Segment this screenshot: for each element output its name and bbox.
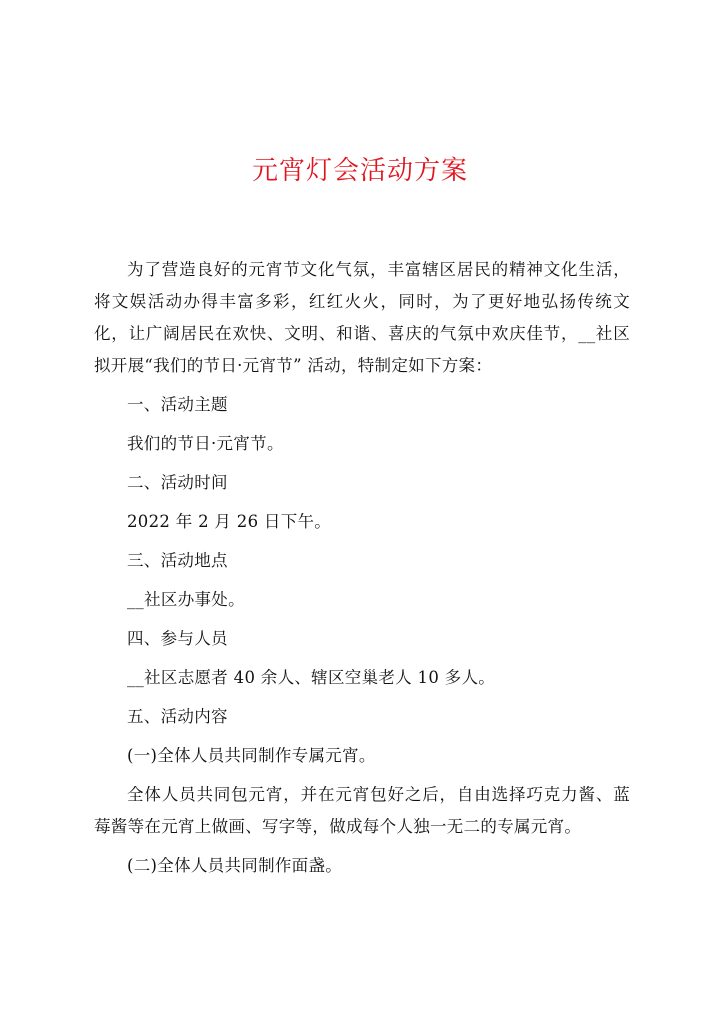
time-text: 2022 年 2 月 26 日下午。 [127, 512, 332, 531]
intro-paragraph: 为了营造良好的元宵节文化气氛，丰富辖区居民的精神文化生活，将文娱活动办得丰富多彩，红红火火，同时，为了更好地弘扬传统文化，让广阔居民在欢快、文明、和谐、喜庆的气氛中欢庆佳节，__社区拟开展“我们的节日·元宵节” 活动，特制定如下方案： [94, 260, 630, 375]
section-heading-content: 五、活动内容 [127, 707, 228, 726]
content-paragraph-1: 全体人员共同包元宵，并在元宵包好之后，自由选择巧克力酱、蓝莓酱等在元宵上做画、写字等，做成每个人独一无二的专属元宵。 [94, 785, 630, 836]
document-body [94, 254, 630, 889]
subsection-heading-1: (一)全体人员共同制作专属元宵。 [127, 746, 376, 765]
section-heading-participants: 四、参与人员 [127, 629, 228, 648]
section-heading-location: 三、活动地点 [127, 551, 228, 570]
subsection-heading-2: (二)全体人员共同制作面盏。 [127, 856, 343, 875]
theme-text: 我们的节日·元宵节。 [127, 434, 284, 453]
document-title: 元宵灯会活动方案 [251, 156, 468, 186]
section-heading-time: 二、活动时间 [127, 473, 228, 492]
participants-text: __社区志愿者 40 余人、辖区空巢老人 10 多人。 [127, 668, 496, 687]
location-text: __社区办事处。 [127, 590, 245, 609]
section-heading-theme: 一、活动主题 [127, 395, 228, 414]
